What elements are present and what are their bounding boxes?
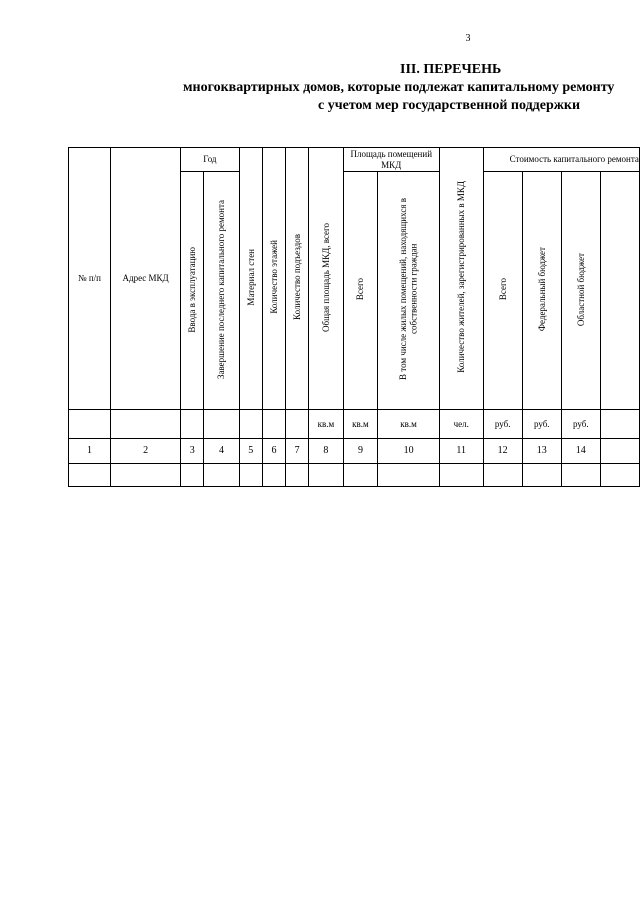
header-floors: Количество этажей — [262, 148, 285, 410]
col-number: 6 — [262, 439, 285, 464]
unit-cell: кв.м — [309, 410, 343, 439]
col-number: 10 — [378, 439, 440, 464]
page-number: 3 — [465, 33, 471, 44]
buildings-table — [68, 147, 640, 487]
col-number: 5 — [239, 439, 262, 464]
header-address: Адрес МКД — [111, 148, 181, 410]
unit-cell: руб. — [561, 410, 600, 439]
header-cost-total: Всего — [483, 172, 522, 410]
header-last-repair: Завершение последнего капитального ремонта — [204, 172, 239, 410]
document-title: III. ПЕРЕЧЕНЬ — [400, 62, 502, 77]
col-number: 2 — [111, 439, 181, 464]
document-subtitle-line2: с учетом мер государственной поддержки — [318, 98, 581, 113]
col-number: 12 — [483, 439, 522, 464]
header-group-cost: Стоимость капитального ремонта — [483, 148, 639, 172]
column-number-row — [69, 439, 640, 464]
col-number: 11 — [439, 439, 483, 464]
header-residents: Количество жителей, зарегистрированных в МКД — [439, 148, 483, 410]
document-subtitle-line1: многоквартирных домов, которые подлежат капитальному ремонту — [183, 80, 615, 95]
col-number: 1 — [69, 439, 111, 464]
header-num: № п/п — [69, 148, 111, 410]
unit-cell: руб. — [483, 410, 522, 439]
unit-cell: кв.м — [378, 410, 440, 439]
unit-cell: кв.м — [343, 410, 378, 439]
table-viewport — [68, 147, 640, 494]
col-number: 3 — [181, 439, 204, 464]
col-number: 8 — [309, 439, 343, 464]
header-cost-extra — [600, 172, 639, 410]
col-number: 9 — [343, 439, 378, 464]
col-number: 14 — [561, 439, 600, 464]
header-area-total: Всего — [343, 172, 378, 410]
header-total-area: Общая площадь МКД, всего — [309, 148, 343, 410]
unit-cell: чел. — [439, 410, 483, 439]
header-area-residential: В том числе жилых помещений, находящихся в собственности граждан — [378, 172, 440, 410]
col-number: 13 — [522, 439, 561, 464]
header-cost-federal: Федеральный бюджет — [522, 172, 561, 410]
unit-cell: руб. — [522, 410, 561, 439]
header-wall-material: Материал стен — [239, 148, 262, 410]
col-number: 4 — [204, 439, 239, 464]
header-commissioning: Ввода в эксплуатацию — [181, 172, 204, 410]
col-number: 7 — [286, 439, 309, 464]
header-group-area: Площадь помещений МКД — [343, 148, 439, 172]
header-group-year: Год — [181, 148, 240, 172]
table-row — [69, 464, 640, 487]
header-entrances: Количество подъездов — [286, 148, 309, 410]
header-cost-regional: Областной бюджет — [561, 172, 600, 410]
